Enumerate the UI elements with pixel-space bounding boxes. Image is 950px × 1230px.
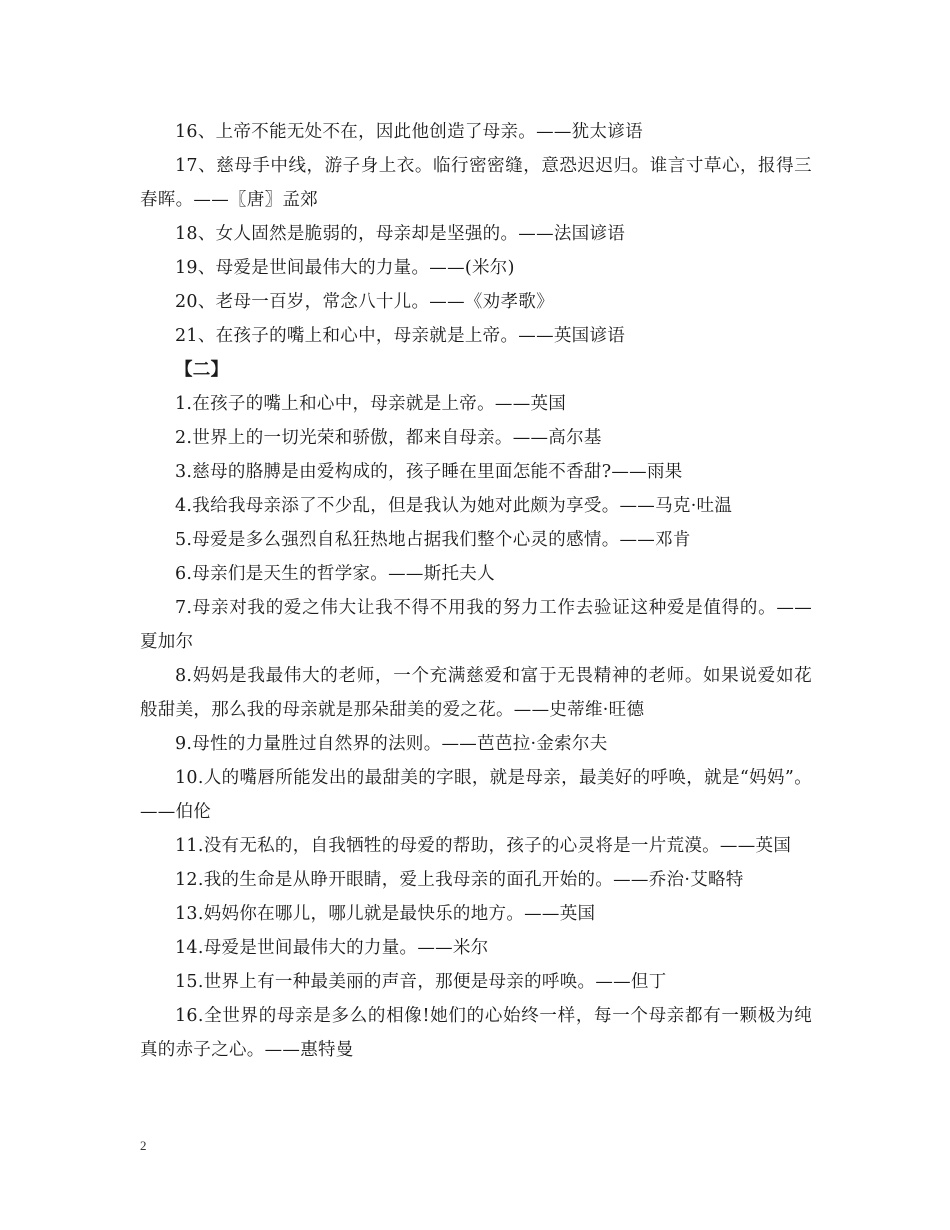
quote-paragraph: 18、女人固然是脆弱的，母亲却是坚强的。——法国谚语: [175, 224, 626, 244]
quote-paragraph: 7.母亲对我的爱之伟大让我不得不用我的努力工作去验证这种爱是值得的。——夏加尔: [140, 598, 812, 652]
quote-paragraph: 3.慈母的胳膊是由爱构成的，孩子睡在里面怎能不香甜?——雨果: [175, 462, 683, 482]
quote-paragraph: 16、上帝不能无处不在，因此他创造了母亲。——犹太谚语: [175, 122, 643, 142]
quote-paragraph: 8.妈妈是我最伟大的老师，一个充满慈爱和富于无畏精神的老师。如果说爱如花般甜美，那么我的母亲就是那朵甜美的爱之花。——史蒂维·旺德: [140, 666, 812, 720]
quote-paragraph: 12.我的生命是从睁开眼睛，爱上我母亲的面孔开始的。——乔治·艾略特: [175, 870, 744, 890]
quote-paragraph: 16.全世界的母亲是多么的相像!她们的心始终一样，每一个母亲都有一颗极为纯真的赤子之心。——惠特曼: [140, 1006, 812, 1060]
quote-paragraph: 4.我给我母亲添了不少乱，但是我认为她对此颇为享受。——马克·吐温: [175, 496, 733, 516]
quote-paragraph: 13.妈妈你在哪儿，哪儿就是最快乐的地方。——英国: [175, 904, 596, 924]
quote-paragraph: 20、老母一百岁，常念八十儿。——《劝孝歌》: [175, 292, 554, 312]
quote-paragraph: 21、在孩子的嘴上和心中，母亲就是上帝。——英国谚语: [175, 326, 626, 346]
quote-paragraph: 1.在孩子的嘴上和心中，母亲就是上帝。——英国: [175, 394, 567, 414]
page-number: 2: [140, 1138, 147, 1153]
quote-paragraph: 10.人的嘴唇所能发出的最甜美的字眼，就是母亲，最美好的呼唤，就是“妈妈”。——伯伦: [140, 768, 812, 822]
quote-paragraph: 19、母爱是世间最伟大的力量。——(米尔): [175, 258, 515, 278]
section-heading: 【二】: [175, 360, 229, 380]
quote-paragraph: 2.世界上的一切光荣和骄傲，都来自母亲。——高尔基: [175, 428, 602, 448]
quote-paragraph: 17、慈母手中线，游子身上衣。临行密密缝，意恐迟迟归。谁言寸草心，报得三春晖。——〖唐〗孟郊: [140, 156, 812, 210]
quote-paragraph: 5.母爱是多么强烈自私狂热地占据我们整个心灵的感情。——邓肯: [175, 530, 691, 550]
quote-paragraph: 14.母爱是世间最伟大的力量。——米尔: [175, 938, 489, 958]
quote-paragraph: 11.没有无私的，自我牺牲的母爱的帮助，孩子的心灵将是一片荒漠。——英国: [175, 836, 792, 856]
quote-paragraph: 9.母性的力量胜过自然界的法则。——芭芭拉·金索尔夫: [175, 734, 608, 754]
document-body: [140, 115, 812, 1067]
quote-paragraph: 6.母亲们是天生的哲学家。——斯托夫人: [175, 564, 495, 584]
quote-paragraph: 15.世界上有一种最美丽的声音，那便是母亲的呼唤。——但丁: [175, 972, 667, 992]
